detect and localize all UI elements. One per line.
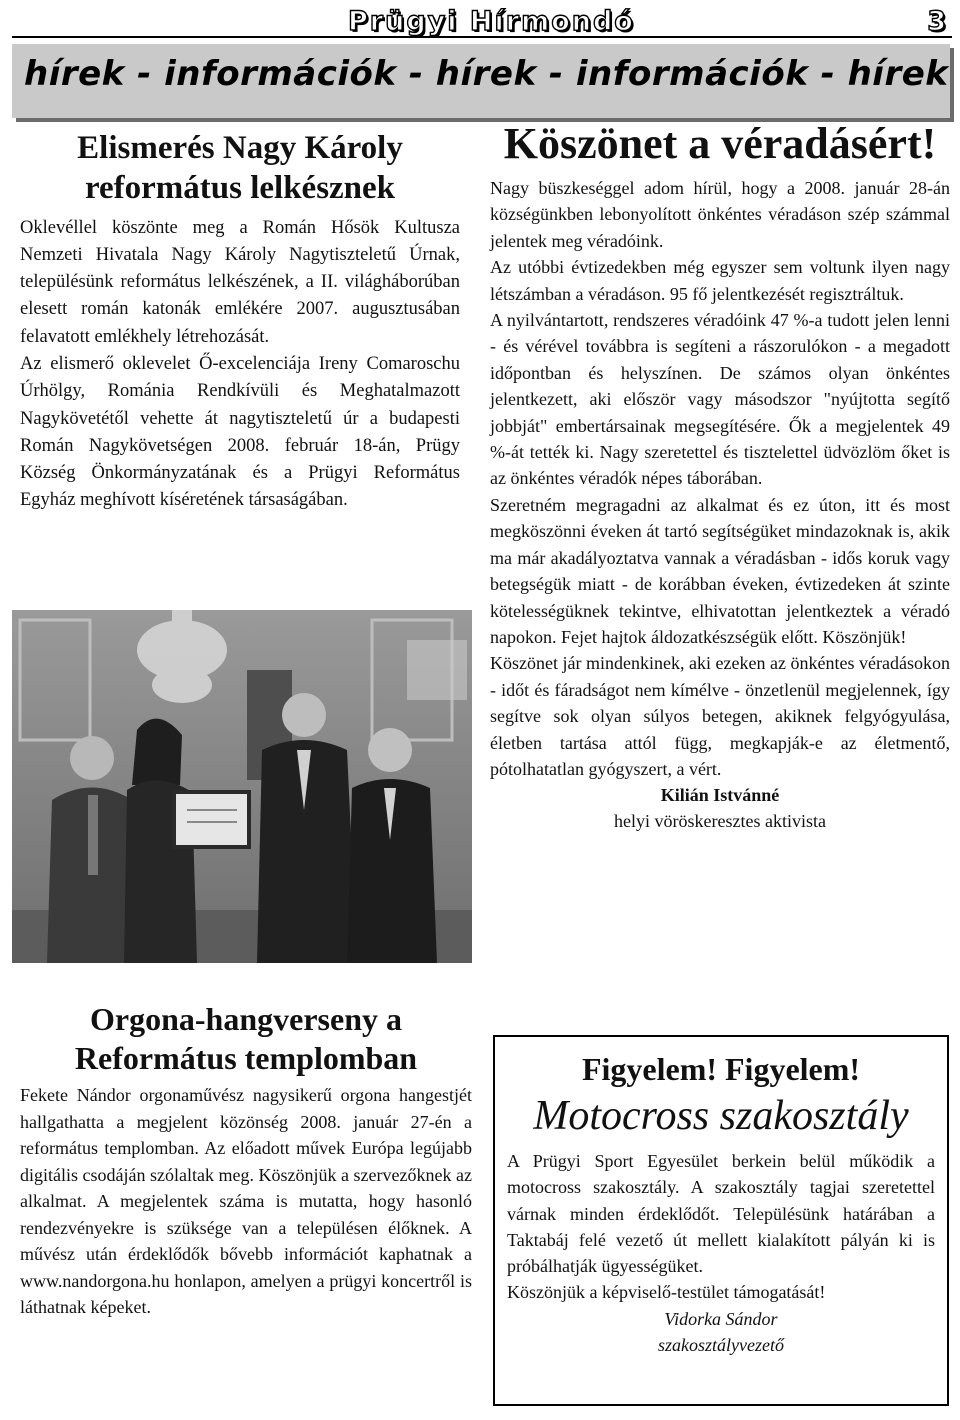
article-orgona-paragraph: Fekete Nándor orgonaművész nagysikerű orgona hangestjét hallgathatta a megjelent közönség 2008. január 27-én a református templomban. Az előadott művek Európa legújabb digitális csodáján szólaltak meg. Köszönjük a szervezőknek az alkalmat. A megjelentek száma is mutatta, hogy hasonló rendezvényekre is szüksége van a településen élőknek. A művész után érdeklődők bővebb információt kaphatnak a www.nandorgona.hu honlapon, amelyen a prügyi koncertről is láthatnak képeket.	[20, 1085, 472, 1318]
ceremony-photo-image	[12, 610, 472, 963]
article-elismeres-body	[20, 215, 460, 515]
newspaper-title: Prügyi Hírmondó	[348, 6, 635, 37]
article-orgona-body	[20, 1082, 472, 1321]
article-veradas-title: Köszönet a véradásért!	[503, 119, 937, 168]
ceremony-photo	[12, 610, 472, 963]
article-veradas-paragraph: Szeretném megragadni az alkalmat és ez úton, itt és most megköszönni éveken át tartó segítségüket mindazoknak is, akik ma már akadályoztatva vannak a véradásban - idős koruk vagy betegségük miatt - de korábban éveken, évtizedeken át szinte kötelességüknek tekintve, elhivatottan jelentkeztek a véradó napokon. Fejet hajtok áldozatkészségük előtt. Köszönjük!	[490, 494, 950, 647]
signature-role: szakosztályvezető	[658, 1334, 784, 1355]
article-veradas-paragraph: A nyilvántartott, rendszeres véradóink 47 %-a tudott jelen lenni - és vérével továbbra is segíteni a rászorulókon - a megadott időpontban és helyszínen. De számos olyan önkéntes jelentkezett, aki először vagy másodszor "nyújtotta segítő jobbját" embertársainak megsegítésére. Ők a megjelentek 49 %-át tették ki. Nagy szeretettel és tisztelettel üdvözlöm őket is az önkéntes véradók népes táborában.	[490, 310, 950, 489]
signature-name: Vidorka Sándor	[664, 1308, 778, 1329]
article-veradas-paragraph: Az utóbbi évtizedekben még egyszer sem voltunk ilyen nagy létszámban a véradáson. 95 fő jelentkezését regisztráltuk.	[490, 257, 950, 304]
motocross-notice-box	[493, 1035, 949, 1406]
article-veradas-body	[490, 175, 950, 782]
article-orgona-title-line1: Orgona-hangverseny a	[90, 1001, 402, 1037]
article-orgona-title-line2: Református templomban	[74, 1040, 418, 1077]
article-orgona	[20, 1000, 472, 1321]
notice-paragraph: A Prügyi Sport Egyesület berkein belül működik a motocross szakosztály. A szakosztály tagjai szeretettel várnak minden érdeklődőt. Településünk határában a Taktabáj felé vezető út mellett kialakított pályán ki is próbálhatják ügyességüket.	[507, 1151, 935, 1277]
signature-role: helyi vöröskeresztes aktivista	[614, 811, 826, 832]
notice-paragraph: Köszönjük a képviselő-testület támogatását!	[507, 1282, 826, 1303]
section-banner	[12, 44, 950, 118]
article-elismeres-paragraph: Oklevéllel köszönte meg a Román Hősök Kultusza Nemzeti Hivatala Nagy Károly Nagytiszteletű Úrnak, településünk református lelkészének, a II. világháborúban elesett román katonák emlékére 2007. augusztusában felavatott emlékhely létrehozását.	[20, 217, 460, 347]
notice-signature	[495, 1306, 947, 1358]
notice-heading: Figyelem! Figyelem!	[581, 1051, 861, 1087]
notice-body	[507, 1148, 935, 1306]
article-veradas	[490, 118, 950, 834]
article-elismeres-title-line1: Elismerés Nagy Károly	[77, 130, 403, 166]
article-veradas-signature	[490, 782, 950, 834]
page-number: 3	[927, 6, 946, 37]
masthead-rule	[12, 36, 952, 38]
article-veradas-paragraph: Köszönet jár mindenkinek, aki ezeken az önkéntes véradásokon - időt és fáradságot nem kímélve - önzetlenül megjelennek, így segítve sok olyan súlyos betegen, akiknek felgyógyulása, életben tartása attól függ, megkapják-e az életmentő, pótolhatatlan gyógyszert, a vért.	[490, 653, 950, 779]
article-elismeres-title	[20, 128, 460, 209]
article-elismeres-paragraph: Az elismerő oklevelet Ő-excelenciája Ireny Comaroschu Úrhölgy, Románia Rendkívüli és Meghatalmazott Nagykövetétől vehette át nagytiszteletű úr a budapesti Román Nagykövetségen 2008. február 18-án, Prügy Község Önkormányzatának és a Prügyi Református Egyház meghívott kíséretének társaságában.	[20, 353, 460, 511]
notice-subheading: Motocross szakosztály	[533, 1093, 909, 1139]
article-elismeres-title-line2: református lelkésznek	[84, 170, 396, 207]
section-banner-text: hírek - információk - hírek - információk - hírek	[24, 54, 949, 94]
article-elismeres	[20, 128, 460, 515]
article-veradas-paragraph: Nagy büszkeséggel adom hírül, hogy a 2008. január 28-án községünkben lebonyolított önkéntes véradáson szép számmal jelentek meg véradóink.	[490, 178, 950, 251]
masthead	[12, 2, 952, 38]
signature-name: Kilián Istvánné	[660, 785, 780, 806]
article-orgona-title	[20, 1000, 472, 1078]
